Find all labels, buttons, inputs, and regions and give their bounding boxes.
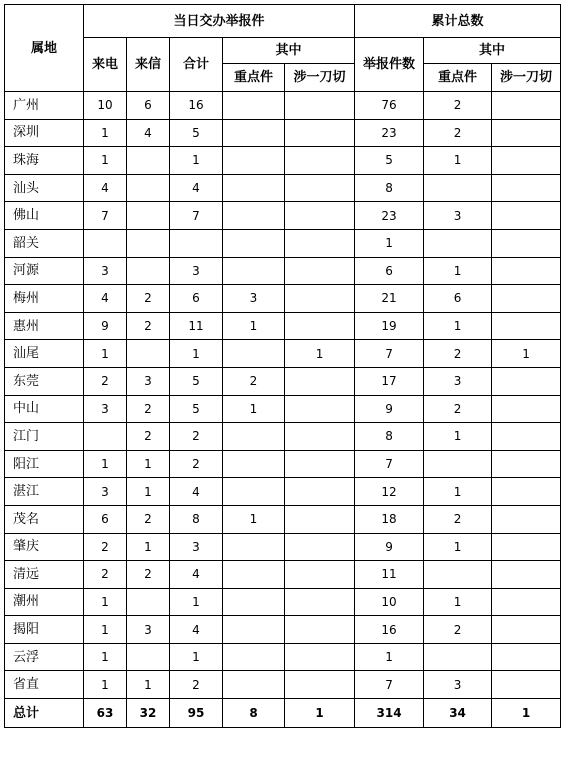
cell-letter: 2 — [127, 423, 170, 451]
cell-letter — [127, 588, 170, 616]
cell-involved-cumulative — [492, 561, 561, 589]
cell-subtotal: 4 — [170, 616, 223, 644]
cell-region: 肇庆 — [5, 533, 84, 561]
cell-report-count: 16 — [355, 616, 424, 644]
cell-involved-cumulative — [492, 478, 561, 506]
cell-letter: 6 — [127, 92, 170, 120]
cell-key-case: 1 — [223, 505, 285, 533]
cell-letter — [127, 229, 170, 257]
cell-key-case-cumulative — [424, 643, 492, 671]
cell-key-case-cumulative: 3 — [424, 202, 492, 230]
cell-key-case — [223, 92, 285, 120]
cell-letter — [127, 174, 170, 202]
cell-letter: 2 — [127, 561, 170, 589]
cell-involved — [285, 147, 355, 175]
cell-region: 省直 — [5, 671, 84, 699]
cell-subtotal: 4 — [170, 478, 223, 506]
cell-region: 云浮 — [5, 643, 84, 671]
cell-involved-cumulative — [492, 450, 561, 478]
cell-subtotal: 1 — [170, 643, 223, 671]
total-report-count: 314 — [355, 699, 424, 728]
cell-key-case — [223, 616, 285, 644]
cell-report-count: 7 — [355, 340, 424, 368]
cell-region: 清远 — [5, 561, 84, 589]
cell-region: 梅州 — [5, 285, 84, 313]
cell-involved — [285, 643, 355, 671]
cell-region: 惠州 — [5, 312, 84, 340]
cell-key-case — [223, 671, 285, 699]
cell-involved-cumulative — [492, 92, 561, 120]
cell-phone: 3 — [84, 478, 127, 506]
cell-subtotal: 8 — [170, 505, 223, 533]
cell-phone: 4 — [84, 285, 127, 313]
table-body — [5, 92, 561, 699]
total-key-case-cumulative: 34 — [424, 699, 492, 728]
cell-letter — [127, 202, 170, 230]
cell-letter: 3 — [127, 367, 170, 395]
cell-subtotal: 3 — [170, 533, 223, 561]
cell-involved: 1 — [285, 340, 355, 368]
cell-report-count: 23 — [355, 119, 424, 147]
cell-subtotal: 2 — [170, 671, 223, 699]
cell-phone: 9 — [84, 312, 127, 340]
cell-involved — [285, 671, 355, 699]
cell-letter: 2 — [127, 505, 170, 533]
cell-key-case-cumulative: 1 — [424, 312, 492, 340]
cell-region: 阳江 — [5, 450, 84, 478]
cell-region: 河源 — [5, 257, 84, 285]
cell-report-count: 17 — [355, 367, 424, 395]
cell-involved-cumulative — [492, 367, 561, 395]
cell-letter — [127, 257, 170, 285]
table-row — [5, 561, 561, 589]
cell-letter: 4 — [127, 119, 170, 147]
cell-involved-cumulative — [492, 643, 561, 671]
cell-report-count: 8 — [355, 423, 424, 451]
cell-involved-cumulative — [492, 505, 561, 533]
cell-report-count: 9 — [355, 533, 424, 561]
cell-letter: 3 — [127, 616, 170, 644]
header-letter: 来信 — [127, 38, 170, 92]
table-row — [5, 478, 561, 506]
cell-phone: 1 — [84, 671, 127, 699]
cell-subtotal: 4 — [170, 561, 223, 589]
header-involved-cumulative: 涉一刀切 — [492, 64, 561, 92]
cell-report-count: 6 — [355, 257, 424, 285]
cell-key-case-cumulative: 1 — [424, 147, 492, 175]
cell-subtotal: 11 — [170, 312, 223, 340]
cell-key-case — [223, 450, 285, 478]
cell-letter: 1 — [127, 671, 170, 699]
cell-subtotal: 3 — [170, 257, 223, 285]
cell-key-case-cumulative — [424, 229, 492, 257]
cell-involved — [285, 423, 355, 451]
table-row — [5, 119, 561, 147]
cell-key-case — [223, 119, 285, 147]
cell-involved — [285, 312, 355, 340]
cell-involved — [285, 285, 355, 313]
table-row — [5, 505, 561, 533]
header-region: 属地 — [5, 5, 84, 92]
cell-key-case — [223, 202, 285, 230]
cell-key-case-cumulative: 6 — [424, 285, 492, 313]
table-row — [5, 147, 561, 175]
report-table — [4, 4, 561, 728]
cell-report-count: 18 — [355, 505, 424, 533]
cell-region: 佛山 — [5, 202, 84, 230]
cell-region: 揭阳 — [5, 616, 84, 644]
cell-involved — [285, 478, 355, 506]
cell-subtotal: 16 — [170, 92, 223, 120]
cell-key-case: 3 — [223, 285, 285, 313]
cell-subtotal: 2 — [170, 450, 223, 478]
cell-phone: 1 — [84, 588, 127, 616]
header-report-count: 举报件数 — [355, 38, 424, 92]
cell-involved — [285, 561, 355, 589]
header-among: 其中 — [223, 38, 355, 64]
cell-involved — [285, 395, 355, 423]
cell-involved — [285, 92, 355, 120]
cell-key-case: 1 — [223, 312, 285, 340]
cell-involved — [285, 174, 355, 202]
cell-region: 湛江 — [5, 478, 84, 506]
total-phone: 63 — [84, 699, 127, 728]
cell-key-case-cumulative: 3 — [424, 671, 492, 699]
header-subtotal: 合计 — [170, 38, 223, 92]
total-key-case: 8 — [223, 699, 285, 728]
cell-letter: 1 — [127, 478, 170, 506]
cell-key-case-cumulative: 2 — [424, 395, 492, 423]
cell-subtotal: 5 — [170, 367, 223, 395]
cell-key-case: 1 — [223, 395, 285, 423]
table-row — [5, 533, 561, 561]
cell-letter — [127, 643, 170, 671]
cell-report-count: 5 — [355, 147, 424, 175]
total-row — [5, 699, 561, 728]
cell-involved — [285, 616, 355, 644]
cell-key-case — [223, 533, 285, 561]
cell-region: 珠海 — [5, 147, 84, 175]
cell-key-case — [223, 174, 285, 202]
cell-involved-cumulative — [492, 395, 561, 423]
cell-region: 茂名 — [5, 505, 84, 533]
cell-involved — [285, 202, 355, 230]
cell-report-count: 10 — [355, 588, 424, 616]
cell-report-count: 7 — [355, 671, 424, 699]
header-daily-group: 当日交办举报件 — [84, 5, 355, 38]
cell-phone: 3 — [84, 257, 127, 285]
cell-region: 汕尾 — [5, 340, 84, 368]
cell-region: 江门 — [5, 423, 84, 451]
cell-subtotal: 5 — [170, 395, 223, 423]
cell-phone: 1 — [84, 147, 127, 175]
table-row — [5, 395, 561, 423]
cell-phone: 1 — [84, 119, 127, 147]
cell-subtotal: 2 — [170, 423, 223, 451]
cell-involved — [285, 367, 355, 395]
cell-report-count: 12 — [355, 478, 424, 506]
cell-key-case-cumulative: 2 — [424, 119, 492, 147]
cell-phone: 7 — [84, 202, 127, 230]
table-row — [5, 340, 561, 368]
table-row — [5, 312, 561, 340]
total-involved-cumulative: 1 — [492, 699, 561, 728]
cell-key-case-cumulative — [424, 174, 492, 202]
cell-phone: 6 — [84, 505, 127, 533]
cell-involved-cumulative — [492, 533, 561, 561]
cell-phone: 2 — [84, 533, 127, 561]
cell-involved — [285, 257, 355, 285]
cell-involved — [285, 119, 355, 147]
cell-region: 汕头 — [5, 174, 84, 202]
cell-subtotal: 5 — [170, 119, 223, 147]
cell-key-case-cumulative: 1 — [424, 423, 492, 451]
cell-region: 东莞 — [5, 367, 84, 395]
table-row — [5, 423, 561, 451]
table-row — [5, 202, 561, 230]
header-among-cumulative: 其中 — [424, 38, 561, 64]
cell-key-case — [223, 561, 285, 589]
table-row — [5, 92, 561, 120]
cell-report-count: 9 — [355, 395, 424, 423]
cell-region: 韶关 — [5, 229, 84, 257]
cell-letter: 2 — [127, 312, 170, 340]
cell-key-case-cumulative — [424, 450, 492, 478]
total-letter: 32 — [127, 699, 170, 728]
cell-region: 潮州 — [5, 588, 84, 616]
cell-key-case: 2 — [223, 367, 285, 395]
cell-involved-cumulative — [492, 671, 561, 699]
cell-involved-cumulative — [492, 147, 561, 175]
cell-key-case — [223, 478, 285, 506]
cell-phone: 1 — [84, 616, 127, 644]
cell-report-count: 7 — [355, 450, 424, 478]
cell-involved-cumulative — [492, 229, 561, 257]
cell-key-case-cumulative — [424, 561, 492, 589]
cell-involved-cumulative — [492, 616, 561, 644]
cell-involved-cumulative: 1 — [492, 340, 561, 368]
cell-involved — [285, 588, 355, 616]
header-key-case: 重点件 — [223, 64, 285, 92]
cell-involved — [285, 505, 355, 533]
cell-report-count: 19 — [355, 312, 424, 340]
cell-involved-cumulative — [492, 257, 561, 285]
cell-report-count: 21 — [355, 285, 424, 313]
cell-involved-cumulative — [492, 202, 561, 230]
cell-phone: 2 — [84, 367, 127, 395]
total-involved: 1 — [285, 699, 355, 728]
cell-phone — [84, 229, 127, 257]
cell-involved-cumulative — [492, 285, 561, 313]
cell-involved — [285, 229, 355, 257]
header-key-case-cumulative: 重点件 — [424, 64, 492, 92]
cell-key-case-cumulative: 2 — [424, 340, 492, 368]
table-row — [5, 588, 561, 616]
cell-key-case — [223, 588, 285, 616]
cell-subtotal: 6 — [170, 285, 223, 313]
cell-subtotal: 4 — [170, 174, 223, 202]
cell-letter: 2 — [127, 395, 170, 423]
cell-report-count: 23 — [355, 202, 424, 230]
cell-key-case — [223, 229, 285, 257]
cell-report-count: 1 — [355, 229, 424, 257]
table-row — [5, 616, 561, 644]
cell-subtotal: 1 — [170, 340, 223, 368]
table-row — [5, 450, 561, 478]
cell-key-case-cumulative: 1 — [424, 588, 492, 616]
cell-key-case — [223, 340, 285, 368]
total-subtotal: 95 — [170, 699, 223, 728]
cell-involved-cumulative — [492, 423, 561, 451]
header-cumulative-group: 累计总数 — [355, 5, 561, 38]
cell-involved — [285, 533, 355, 561]
cell-key-case — [223, 147, 285, 175]
table-row — [5, 174, 561, 202]
cell-letter: 2 — [127, 285, 170, 313]
cell-key-case-cumulative: 3 — [424, 367, 492, 395]
cell-region: 广州 — [5, 92, 84, 120]
table-row — [5, 229, 561, 257]
cell-letter — [127, 147, 170, 175]
cell-letter — [127, 340, 170, 368]
cell-report-count: 1 — [355, 643, 424, 671]
cell-phone: 10 — [84, 92, 127, 120]
cell-subtotal: 1 — [170, 147, 223, 175]
cell-key-case-cumulative: 1 — [424, 257, 492, 285]
cell-key-case-cumulative: 2 — [424, 616, 492, 644]
cell-phone: 1 — [84, 340, 127, 368]
table-row — [5, 643, 561, 671]
cell-phone: 1 — [84, 450, 127, 478]
cell-involved-cumulative — [492, 588, 561, 616]
cell-phone: 3 — [84, 395, 127, 423]
cell-report-count: 11 — [355, 561, 424, 589]
cell-report-count: 76 — [355, 92, 424, 120]
cell-subtotal — [170, 229, 223, 257]
cell-phone: 1 — [84, 643, 127, 671]
table-row — [5, 285, 561, 313]
cell-letter: 1 — [127, 450, 170, 478]
cell-key-case — [223, 643, 285, 671]
cell-phone: 4 — [84, 174, 127, 202]
cell-key-case — [223, 257, 285, 285]
table-row — [5, 367, 561, 395]
cell-involved-cumulative — [492, 174, 561, 202]
total-label: 总计 — [5, 699, 84, 728]
cell-phone — [84, 423, 127, 451]
cell-key-case-cumulative: 2 — [424, 505, 492, 533]
cell-key-case-cumulative: 1 — [424, 533, 492, 561]
cell-phone: 2 — [84, 561, 127, 589]
table-row — [5, 257, 561, 285]
cell-involved — [285, 450, 355, 478]
cell-letter: 1 — [127, 533, 170, 561]
cell-subtotal: 1 — [170, 588, 223, 616]
cell-region: 深圳 — [5, 119, 84, 147]
cell-key-case-cumulative: 1 — [424, 478, 492, 506]
header-phone: 来电 — [84, 38, 127, 92]
cell-subtotal: 7 — [170, 202, 223, 230]
cell-involved-cumulative — [492, 119, 561, 147]
cell-key-case — [223, 423, 285, 451]
table-row — [5, 671, 561, 699]
cell-involved-cumulative — [492, 312, 561, 340]
cell-report-count: 8 — [355, 174, 424, 202]
cell-key-case-cumulative: 2 — [424, 92, 492, 120]
cell-region: 中山 — [5, 395, 84, 423]
header-involved: 涉一刀切 — [285, 64, 355, 92]
